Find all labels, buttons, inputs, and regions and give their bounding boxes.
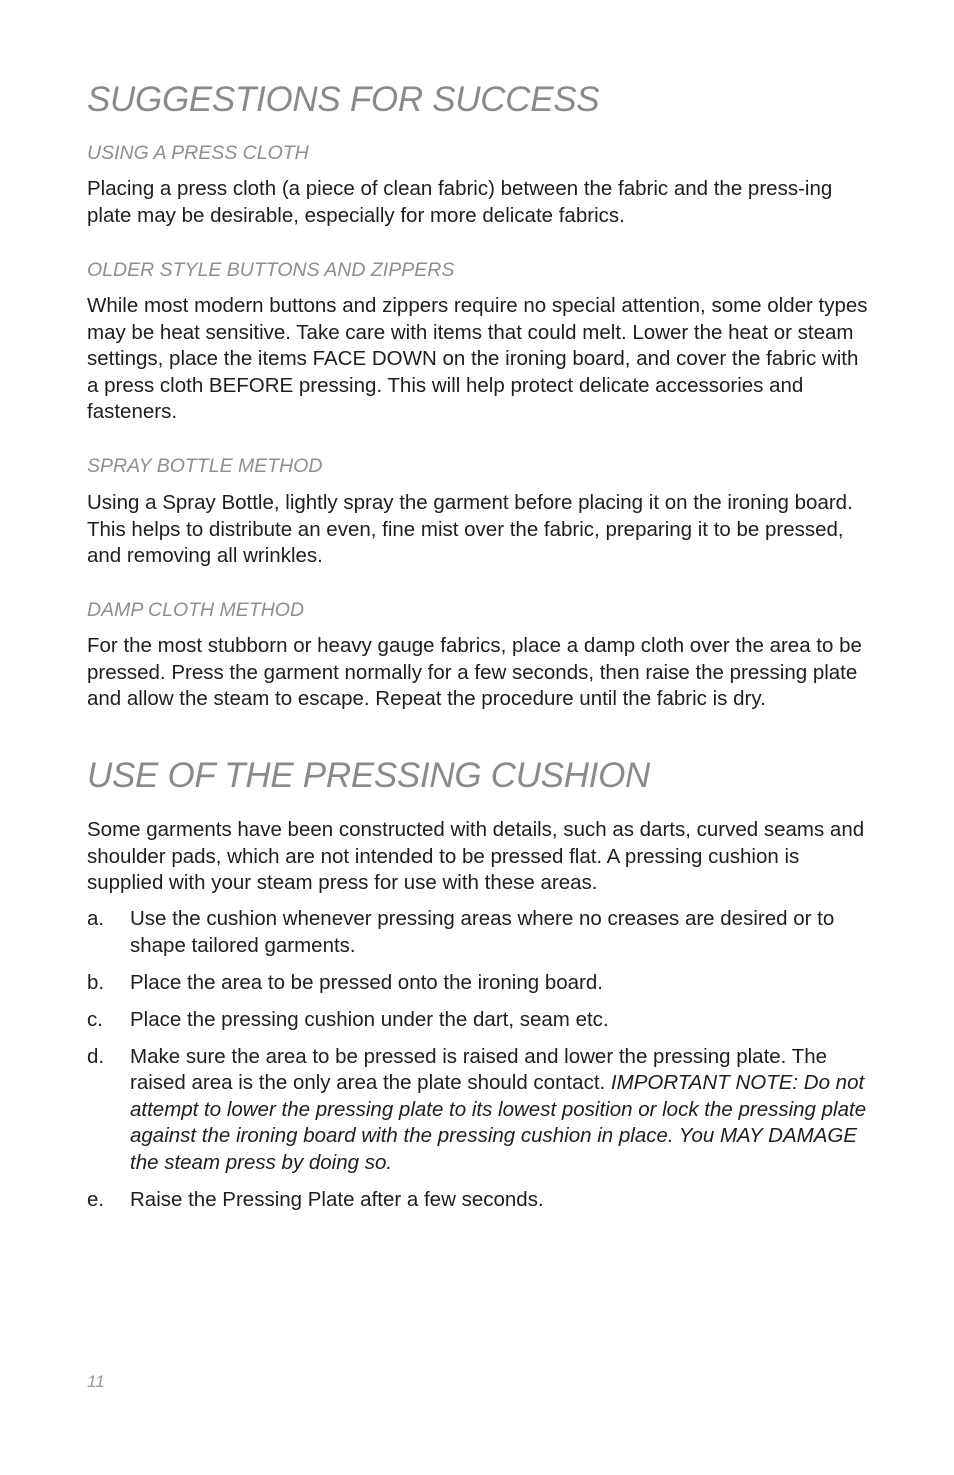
- section-title-suggestions: SUGGESTIONS FOR SUCCESS: [87, 80, 600, 119]
- list-item: [87, 1044, 872, 1177]
- subheading-spray-bottle: SPRAY BOTTLE METHOD: [87, 455, 323, 477]
- list-marker: d.: [87, 1044, 105, 1068]
- list-item-text: Place the area to be pressed onto the ironing board.: [130, 970, 603, 994]
- paragraph-buttons-zippers: While most modern buttons and zippers require no special attention, some older types may be heat sensitive. Take care with items that could melt. Lower the heat or steam settings, place the items FACE DOWN on the ironing board, and cover the fabric with a press cloth BEFORE pressing. This will help protect delicate accessories and fasteners.: [87, 294, 868, 423]
- page-number: 11: [87, 1372, 105, 1391]
- list-marker: a.: [87, 907, 105, 930]
- list-item: [87, 970, 872, 997]
- list-marker: c.: [87, 1007, 103, 1031]
- list-item-text: Place the pressing cushion under the dart, seam etc.: [130, 1007, 609, 1031]
- list-item-text: Make sure the area to be pressed is raised and lower the pressing plate. The raised area is the only area the plate should contact.: [130, 1044, 828, 1094]
- list-marker: e.: [87, 1187, 105, 1211]
- list-marker: b.: [87, 970, 105, 994]
- list-item-text-with-note: [130, 1044, 872, 1177]
- important-note: IMPORTANT NOTE: Do not attempt to lower the pressing plate to its lowest position or lock the pressing plate against the ironing board with the pressing cushion in place. You MAY DAMAGE the steam press by doing so.: [130, 1071, 867, 1174]
- pressing-cushion-steps: [87, 906, 872, 1224]
- paragraph-press-cloth: Placing a press cloth (a piece of clean fabric) between the fabric and the press-ing plate may be desirable, especially for more delicate fabrics.: [87, 177, 833, 227]
- paragraph-spray-bottle: Using a Spray Bottle, lightly spray the garment before placing it on the ironing board. This helps to distribute an even, fine mist over the fabric, preparing it to be pressed, and removing all wrinkles.: [87, 491, 853, 567]
- list-item-text: Use the cushion whenever pressing areas where no creases are desired or to shape tailored garments.: [130, 907, 835, 957]
- subheading-damp-cloth: DAMP CLOTH METHOD: [87, 599, 305, 621]
- list-item: [87, 906, 872, 959]
- paragraph-pressing-cushion-intro: Some garments have been constructed with details, such as darts, curved seams and shoulder pads, which are not intended to be pressed flat. A pressing cushion is supplied with your steam press for use with these areas.: [87, 818, 865, 894]
- list-item: [87, 1187, 872, 1214]
- list-item-text: Raise the Pressing Plate after a few seconds.: [130, 1187, 544, 1211]
- subheading-buttons-zippers: OLDER STYLE BUTTONS AND ZIPPERS: [87, 259, 455, 281]
- paragraph-damp-cloth: For the most stubborn or heavy gauge fabrics, place a damp cloth over the area to be pressed. Press the garment normally for a few seconds, then raise the pressing plate and allow the steam to escape. Repeat the procedure until the fabric is dry.: [87, 634, 862, 710]
- list-item: [87, 1007, 872, 1034]
- subheading-press-cloth: USING A PRESS CLOTH: [87, 142, 309, 164]
- section-title-pressing-cushion: USE OF THE PRESSING CUSHION: [87, 756, 651, 795]
